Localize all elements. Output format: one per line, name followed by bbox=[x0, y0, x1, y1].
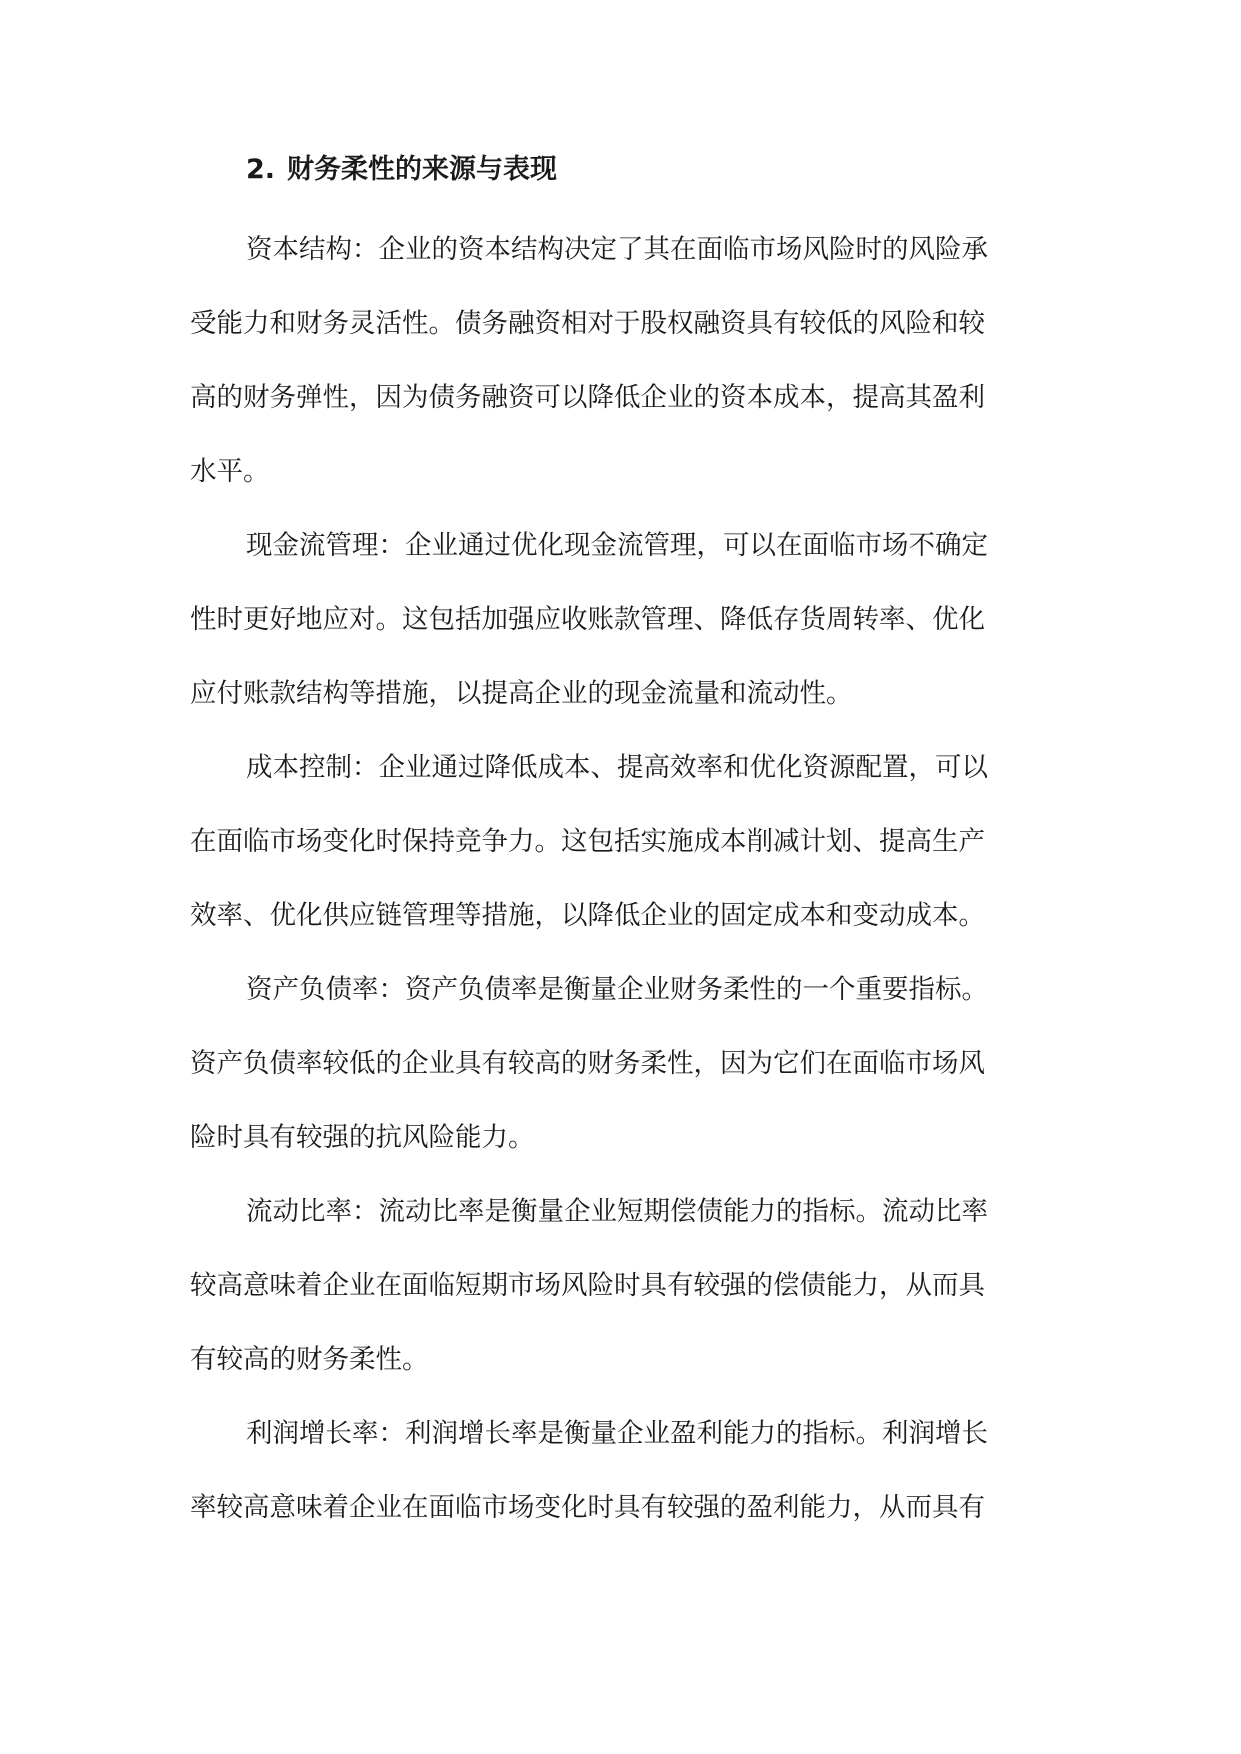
section-number: 2. bbox=[246, 154, 276, 185]
text-line: 在面临市场变化时保持竞争力。这包括实施成本削减计划、提高生产 bbox=[190, 826, 985, 857]
text-line: 资产负债率较低的企业具有较高的财务柔性，因为它们在面临市场风 bbox=[190, 1048, 985, 1079]
text-line: 利润增长率：利润增长率是衡量企业盈利能力的指标。利润增长 bbox=[246, 1418, 988, 1449]
text-line: 现金流管理：企业通过优化现金流管理，可以在面临市场不确定 bbox=[246, 530, 988, 561]
section-title: 财务柔性的来源与表现 bbox=[287, 154, 558, 185]
text-line: 性时更好地应对。这包括加强应收账款管理、降低存货周转率、优化 bbox=[190, 604, 985, 635]
paragraph-cash-flow bbox=[190, 509, 1052, 731]
text-line: 资本结构：企业的资本结构决定了其在面临市场风险时的风险承 bbox=[246, 234, 988, 265]
text-line: 资产负债率：资产负债率是衡量企业财务柔性的一个重要指标。 bbox=[246, 974, 988, 1005]
text-line: 成本控制：企业通过降低成本、提高效率和优化资源配置，可以 bbox=[246, 752, 988, 783]
text-line: 应付账款结构等措施，以提高企业的现金流量和流动性。 bbox=[190, 678, 853, 709]
section-heading bbox=[246, 150, 557, 190]
body-text bbox=[190, 213, 1052, 1545]
text-line: 有较高的财务柔性。 bbox=[190, 1344, 429, 1375]
text-line: 率较高意味着企业在面临市场变化时具有较强的盈利能力，从而具有 bbox=[190, 1492, 985, 1523]
text-line: 效率、优化供应链管理等措施，以降低企业的固定成本和变动成本。 bbox=[190, 900, 985, 931]
text-line: 流动比率：流动比率是衡量企业短期偿债能力的指标。流动比率 bbox=[246, 1196, 988, 1227]
paragraph-capital-structure bbox=[190, 213, 1052, 509]
paragraph-debt-ratio bbox=[190, 953, 1052, 1175]
paragraph-current-ratio bbox=[190, 1175, 1052, 1397]
text-line: 高的财务弹性，因为债务融资可以降低企业的资本成本，提高其盈利 bbox=[190, 382, 985, 413]
text-line: 受能力和财务灵活性。债务融资相对于股权融资具有较低的风险和较 bbox=[190, 308, 985, 339]
text-line: 险时具有较强的抗风险能力。 bbox=[190, 1122, 535, 1153]
text-line: 较高意味着企业在面临短期市场风险时具有较强的偿债能力，从而具 bbox=[190, 1270, 985, 1301]
text-line: 水平。 bbox=[190, 456, 270, 487]
paragraph-cost-control bbox=[190, 731, 1052, 953]
paragraph-profit-growth bbox=[190, 1397, 1052, 1545]
